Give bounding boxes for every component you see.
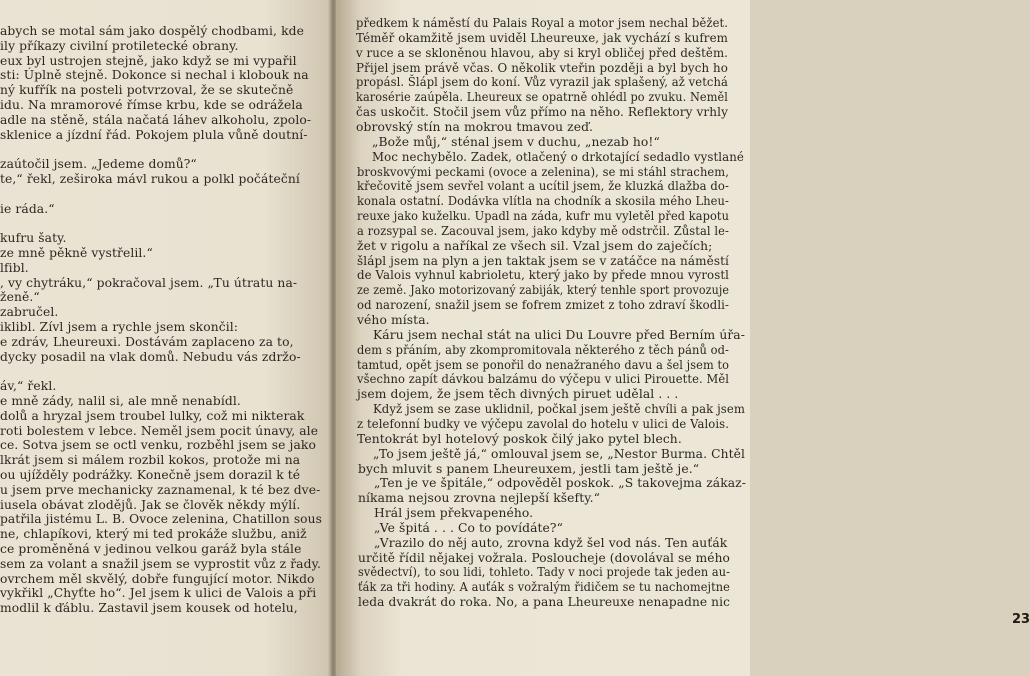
text-line: zabručel. [0, 305, 59, 320]
text-line: dycky posadil na vlak domů. Nebudu vás zdržo- [0, 349, 301, 364]
text-line: konala ostatní. Dodávka vlítla na chodník a skosila mého Lheu- [357, 194, 729, 209]
text-line: předkem k náměstí du Palais Royal a motor jsem nechal běžet. [356, 16, 728, 30]
text-line: „Vrazilo do něj auto, zrovna když šel vod nás. Ten auťák [374, 535, 728, 550]
left-page [0, 0, 330, 676]
text-line: karosérie zaúpěla. Lheureux se opatrně ohlédl po zvuku. Neměl [356, 90, 728, 105]
text-line: abych se motal sám jako dospělý chodbami, kde [0, 24, 304, 38]
text-line: adle na stěně, stála načatá láhev alkoholu, zpolo- [0, 112, 312, 127]
text-line: ou ujížděly podrážky. Konečně jsem dorazil k té [0, 468, 301, 482]
text-line: ze země. Jako motorizovaný zabiják, který tenhle sport provozuje [357, 283, 729, 298]
text-line: lkrát jsem si málem rozbil kokos, protože mi na [0, 453, 301, 468]
text-line: Moc nechybělo. Zadek, otlačený o drkotající sedadlo vystlané [372, 149, 744, 164]
text-line: svědectví), to sou lidi, tohleto. Tady v noci projede tak jeden au- [358, 565, 730, 580]
text-line: bych mluvit s panem Lheureuxem, jestli tam ještě je.“ [358, 461, 700, 476]
text-line: Hrál jsem překvapeného. [374, 506, 534, 521]
right-page [336, 0, 1030, 676]
text-line: sem za volant a snažil jsem se vyprostit vůz z řady. [0, 556, 322, 571]
text-line: ný kufřík na posteli potvrzoval, že se skutečně [0, 83, 294, 98]
text-line: ce. Sotva jsem se octl venku, rozběhl jsem se jako [0, 438, 316, 453]
text-line: Když jsem se zase uklidnil, počkal jsem ještě chvíli a pak jsem [373, 402, 745, 417]
text-line: te,“ řekl, zeširoka mávl rukou a polkl počáteční [0, 172, 300, 186]
text-line: a rozsypal se. Zacouval jsem, jako kdyby mě odstrčil. Zůstal le- [357, 223, 729, 238]
text-line: sklenice a jízdní řád. Pokojem plula vůně doutní- [0, 127, 308, 142]
text-line: Tentokrát byl hotelový poskok čilý jako pytel blech. [357, 431, 682, 446]
text-line: z telefonní budky ve výčepu zavolal do hotelu v ulici de Valois. [357, 416, 729, 431]
text-line: ťák za tři hodiny. A auťák s vožralým řidičem se tu nachomejtne [358, 580, 730, 595]
text-line: níkama nejsou zrovna nejlepší kšefty.“ [358, 491, 601, 506]
text-line: všechno zapít dávkou balzámu do výčepu v ulici Pirouette. Měl [357, 372, 729, 387]
text-line: broskvovými peckami (ovoce a zelenina), se mi stáhl strachem, [357, 164, 729, 179]
text-line: kufru šaty. [0, 231, 67, 246]
text-line: leda dvakrát do roka. No, a pana Lheureuxe nenapadne nic [358, 595, 730, 610]
text-line: roti bolestem v lebce. Neměl jsem pocit únavy, ale [0, 423, 319, 438]
text-line: patřila jistému L. B. Ovoce zelenina, Chatillon sous [0, 512, 322, 527]
text-line: reuxe jako kuželku. Upadl na záda, kufr mu vyletěl před kapotu [357, 209, 729, 224]
text-line: „Ve špitá . . . Co to povídáte?“ [374, 520, 564, 535]
text-line: iklibl. Zívl jsem a rychle jsem skončil: [0, 320, 239, 334]
text-line: e zdráv, Lheureuxi. Dostávám zaplaceno za to, [0, 334, 294, 349]
text-line: „To jsem ještě já,“ omlouval jsem se, „Nestor Burma. Chtěl [373, 446, 745, 461]
page-number: 23 [1012, 612, 1030, 627]
text-line: sti: Úplně stejně. Dokonce si nechal i klobouk na [0, 68, 309, 83]
text-line: ily příkazy civilní protiletecké obrany. [0, 38, 239, 53]
text-line: ze mně pěkně vystřelil.“ [0, 246, 153, 260]
text-line: ie ráda.“ [0, 201, 55, 216]
text-line: Přijel jsem právě včas. O několik vteřin později a byl bych ho [356, 60, 728, 75]
text-line: iusela obávat zlodějů. Jak se člověk někdy mýlí. [0, 497, 301, 512]
text-line: v ruce a se skloněnou hlavou, aby si kryl obličej před deštěm. [356, 45, 728, 60]
text-line: idu. Na mramorové římse krbu, kde se odrážela [0, 98, 303, 112]
text-line: Téměř okamžitě jsem uviděl Lheureuxe, jak vychází s kufrem [356, 30, 728, 45]
text-line: ne, chlapíkovi, který mi ted prokáže službu, aniž [0, 527, 307, 542]
text-line: Káru jsem nechal stát na ulici Du Louvre před Berním úřa- [373, 327, 745, 342]
text-line: eux byl ustrojen stejně, jako když se mi vypařil [0, 53, 297, 68]
text-line: zaútočil jsem. „Jedeme domů?“ [0, 157, 197, 172]
text-line: lfibl. [0, 260, 29, 275]
text-line: „Bože můj,“ sténal jsem v duchu, „nezab ho!“ [372, 134, 660, 149]
text-line: modlil k ďáblu. Zastavil jsem kousek od hotelu, [0, 601, 298, 616]
text-line: áv,“ řekl. [0, 379, 57, 394]
text-line: určitě řídil nějakej vožrala. Posloucheje (dovolával se mého [358, 550, 730, 565]
text-line: vykřikl „Chyťte ho“. Jel jsem k ulici de Valois a při [0, 586, 317, 601]
text-line: propásl. Šlápl jsem do koní. Vůz vyrazil jak splašený, až vetchá [356, 75, 728, 90]
text-line: od narození, snažil jsem se fofrem zmizet z toho zdraví škodli- [357, 298, 729, 313]
text-line: dolů a hryzal jsem troubel lulky, což mi nikterak [0, 408, 305, 423]
text-line: žet v rigolu a naříkal ze všech sil. Vzal jsem do zaječích; [357, 238, 713, 253]
text-line: obrovský stín na mokrou tmavou zeď. [356, 119, 594, 134]
text-line: šlápl jsem na plyn a jen taktak jsem se v zatáčce na náměstí [357, 253, 729, 268]
text-line: dem s přáním, aby zkompromitovala některého z těch pánů od- [357, 342, 729, 357]
text-line: e mně zády, nalil si, ale mně nenabídl. [0, 394, 241, 408]
text-line: de Valois vyhnul kabrioletu, který jako by přede mnou vyrostl [357, 268, 729, 283]
text-line: čas uskočit. Stočil jsem vůz přímo na něho. Reflektory vrhly [356, 105, 728, 120]
text-line: vého místa. [357, 313, 430, 327]
text-line: tamtud, opět jsem se ponořil do nenažraného davu a šel jsem to [357, 357, 729, 372]
text-line: ce proměněná v jedinou velkou garáž byla stále [0, 542, 302, 556]
text-line: „Ten je ve špitále,“ odpověděl poskok. „S takovejma zákaz- [374, 476, 746, 491]
text-line: , vy chytráku,“ pokračoval jsem. „Tu útratu na- [0, 275, 298, 290]
text-line: ženě.“ [0, 290, 40, 305]
text-line: u jsem prve mechanicky zaznamenal, k té bez dve- [0, 482, 321, 497]
text-line: křečovitě jsem sevřel volant a ucítil jsem, že kluzká dlažba do- [357, 179, 729, 194]
text-line: ovrchem měl skvělý, dobře fungující motor. Nikdo [0, 571, 315, 586]
text-line: jsem dojem, že jsem těch divných piruet udělal . . . [357, 387, 679, 402]
